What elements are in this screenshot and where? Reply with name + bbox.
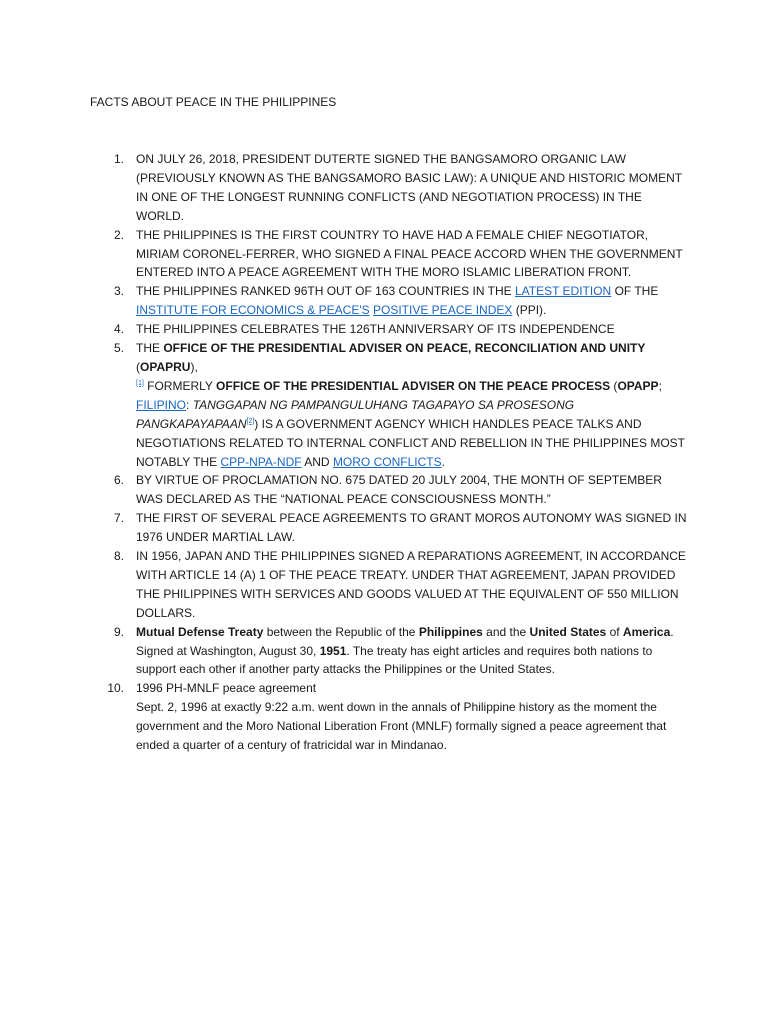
treaty-name: Mutual Defense Treaty [136,624,264,639]
fact-heading: 1996 PH-MNLF peace agreement [136,681,317,696]
text-segment: of [606,624,623,639]
list-item [90,471,690,509]
fact-text: THE PHILIPPINES CELEBRATES THE 126TH ANNIVERSARY OF ITS INDEPENDENCE [136,322,615,337]
fact-text: THE FIRST OF SEVERAL PEACE AGREEMENTS TO GRANT MOROS AUTONOMY WAS SIGNED IN 1976 UNDER MARTIAL LAW. [136,511,687,545]
list-number: 7. [113,511,124,526]
cpp-npa-ndf-link[interactable]: CPP-NPA-NDF [220,454,302,469]
country-name: America [622,624,671,639]
fact-text: BY VIRTUE OF PROCLAMATION NO. 675 DATED 20 JULY 2004, THE MONTH OF SEPTEMBER WAS DECLARED AS THE “NATIONAL PEACE CONSCIOUSNESS MONTH.” [136,473,662,507]
text-segment: ( [610,378,618,393]
list-number: 10. [107,681,124,696]
page-title: FACTS ABOUT PEACE IN THE PHILIPPINES [90,95,337,109]
fact-text: ON JULY 26, 2018, PRESIDENT DUTERTE SIGNED THE BANGSAMORO ORGANIC LAW (PREVIOUSLY KNOWN AS THE BANGSAMORO BASIC LAW): A UNIQUE AND HISTORIC MOMENT IN ONE OF THE LONGEST RUNNING CONFLICTS (AND NEGOTIATION PROCESS) IN THE WORLD. [136,152,682,223]
iep-link[interactable]: INSTITUTE FOR ECONOMICS & PEACE'S [136,303,370,318]
text-segment: . Signed at Washington, August 30, [136,624,674,658]
text-segment: . The treaty has eight articles and requires both nations to support each other if another party attacks the Philippines or the United States. [136,643,653,677]
text-segment: THE PHILIPPINES RANKED 96TH OUT OF 163 COUNTRIES IN THE [136,284,515,299]
country-name: Philippines [418,624,483,639]
country-name: United States [529,624,607,639]
list-number: 5. [113,341,124,356]
list-item [90,226,690,283]
text-segment: THE [136,341,164,356]
text-segment: FORMERLY [143,378,217,393]
fact-text [136,623,690,680]
text-segment: OF THE [611,284,659,299]
footnote-ref [136,380,144,387]
agency-name: OFFICE OF THE PRESIDENTIAL ADVISER ON PEACE, RECONCILIATION AND UNITY [163,341,646,356]
list-number: 9. [113,624,124,639]
fact-text: Sept. 2, 1996 at exactly 9:22 a.m. went down in the annals of Philippine history as the moment the government and the Moro National Liberation Front (MNLF) formally signed a peace agreement that ended a quarter of a century of fratricidal war in Mindanao. [136,700,667,753]
text-segment: (PPI). [512,303,547,318]
fact-text: THE PHILIPPINES IS THE FIRST COUNTRY TO HAVE HAD A FEMALE CHIEF NEGOTIATOR, MIRIAM CORONEL-FERRER, WHO SIGNED A FINAL PEACE ACCORD WHEN THE GOVERNMENT ENTERED INTO A PEACE AGREEMENT WITH THE MORO ISLAMIC LIBERATION FRONT. [136,227,683,280]
agency-acronym: OPAPRU [140,359,191,374]
filipino-name: TANGGAPAN NG PAMPANGULUHANG TAGAPAYO SA PROSESONG PANGKAPAYAPAAN [136,397,575,431]
text-segment: . [441,454,445,469]
list-number: 3. [113,284,124,299]
text-segment: ), [190,359,198,374]
list-number: 8. [113,549,124,564]
text-segment: and the [482,624,530,639]
list-item [90,339,690,471]
text-segment: ; [658,378,662,393]
list-item [90,509,690,547]
fact-text [136,282,690,320]
list-number: 4. [113,322,124,337]
text-segment: ( [136,359,140,374]
latest-edition-link[interactable]: LATEST EDITION [514,284,612,299]
fact-text: IN 1956, JAPAN AND THE PHILIPPINES SIGNED A REPARATIONS AGREEMENT, IN ACCORDANCE WITH ARTICLE 14 (A) 1 OF THE PEACE TREATY. UNDER THAT AGREEMENT, JAPAN PROVIDED THE PHILIPPINES WITH SERVICES AND GOODS VALUED AT THE EQUIVALENT OF 550 MILLION DOLLARS. [136,549,686,620]
list-item [90,547,690,623]
list-number: 2. [113,227,124,242]
list-item [90,320,690,339]
fact-text [136,339,690,471]
text-segment: ) IS A GOVERNMENT AGENCY WHICH HANDLES PEACE TALKS AND NEGOTIATIONS RELATED TO INTERNAL CONFLICT AND REBELLION IN THE PHILIPPINES MOST NOTABLY THE [136,416,685,469]
list-item [90,623,690,680]
former-agency-acronym: OPAPP [617,378,659,393]
list-item [90,679,690,755]
text-segment: AND [301,454,333,469]
list-number: 6. [113,473,124,488]
footnote-link-2[interactable]: [2] [246,417,255,425]
list-item [90,282,690,320]
list-item [90,150,690,226]
treaty-year: 1951 [319,643,347,658]
footnote-link-1[interactable]: [1] [136,379,144,387]
filipino-link[interactable]: FILIPINO [136,397,187,412]
facts-list [90,150,690,755]
former-agency-name: OFFICE OF THE PRESIDENTIAL ADVISER ON THE PEACE PROCESS [216,378,611,393]
text-segment: between the Republic of the [263,624,419,639]
list-number: 1. [113,152,124,166]
positive-peace-index-link[interactable]: POSITIVE PEACE INDEX [373,303,513,318]
moro-conflicts-link[interactable]: MORO CONFLICTS [332,454,442,469]
text-segment: : [186,397,193,412]
